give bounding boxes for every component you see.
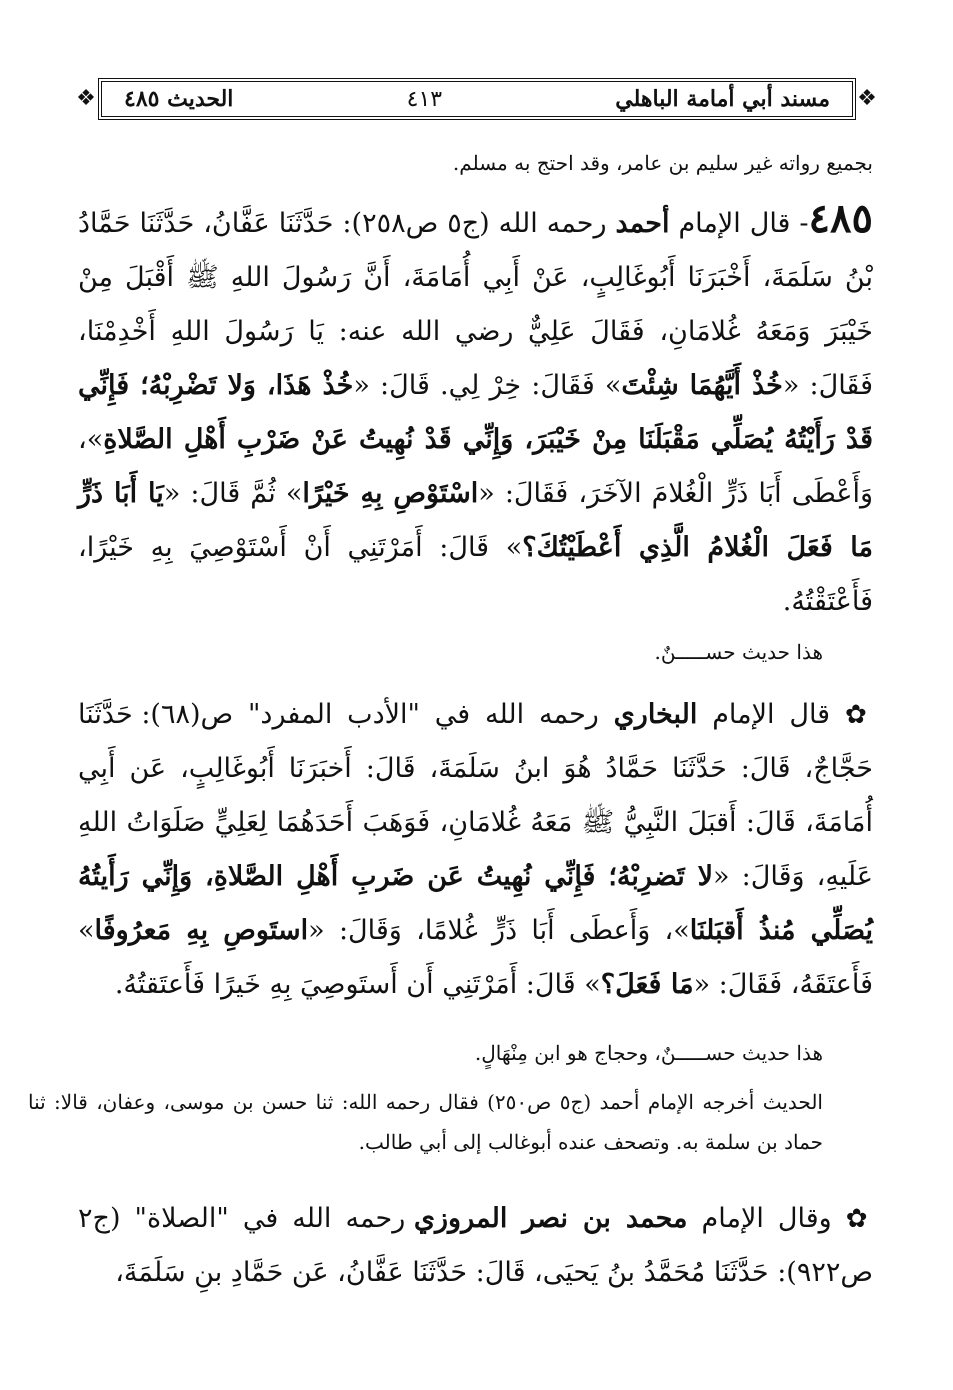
hadith-485-text-k: » قَالَ: أَمَرْتَنِي أَنْ أَسْتَوْصِيَ بِهِ خَيْرًا، فَأَعْتَقْتُهُ. <box>78 532 873 617</box>
hadith-485-text-e: » فَقَالَ: خِرْ لِي. قَالَ: « <box>353 370 622 401</box>
hadith-485-text-c: رحمه الله (ج٥ ص٢٥٨): حَدَّثَنَا عَفَّانُ، حَدَّثَنَا حَمَّادُ بْنُ سَلَمَةَ، أَخْبَرَنَا أَبُوغَالِبٍ، عَنْ أَبِي أُمَامَةَ، أَنَّ رَسُولَ اللهِ ﷺ أَقْبَلَ مِنْ خَيْبَرَ وَمَعَهُ غُلامَانِ، فَقَالَ عَلِيٌّ رضي الله عنه: يَا رَسُولَ اللهِ أَخْدِمْنَا، فَقَالَ: « <box>78 208 873 401</box>
prophet-quote-1: لا تَضرِبْهُ؛ فَإِنِّي نُهِيتُ عَن ضَربِ أَهْلِ الصَّلاةِ، وَإِنِّي رَأَيتُهُ يُصَلِّي مُنذُ أَقبَلنَا <box>78 861 873 946</box>
hadith-485-text-i: » ثُمَّ قَالَ: « <box>163 478 303 509</box>
marwazi-text-c: رحمه الله في "الصلاة" (ج٢ ص٩٢٢): حَدَّثَنَا مُحَمَّدُ بنُ يَحيَى، قَالَ: حَدَّثَنَا عَفَّانُ، عَن حَمَّادِ بنِ سَلَمَةَ، <box>78 1203 873 1288</box>
prophet-quote-1: خُذْ أَيَّهُمَا شِئْتَ <box>621 370 783 401</box>
hadith-485-paragraph <box>78 192 873 629</box>
bukhari-text-i: » قَالَ: أَمَرْتَنِي أَن أَستَوصِيَ بِهِ خَيرًا فَأَعتَقتُهُ. <box>114 969 601 1000</box>
marwazi-paragraph <box>78 1192 873 1300</box>
hadith-485-text-a: - قال الإمام <box>669 208 809 239</box>
ornament-right-icon: ❖ <box>857 86 877 111</box>
bukhari-text-e: »، وَأَعطَى أَبَا ذَرٍّ غُلامًا، وَقَالَ: « <box>308 915 690 946</box>
takhrij-note: الحديث أخرجه الإمام أحمد (ج٥ ص٢٥٠) فقال رحمه الله: ثنا حسن بن موسى، وعفان، قالا: ثنا حماد بن سلمة به. وتصحف عنده أبوغالب إلى أبي طالب. <box>28 1090 823 1154</box>
grading-note-1: هذا حديث حســـــنٌ. <box>654 640 823 664</box>
flower-bullet-icon: ✿ <box>845 1204 874 1234</box>
imam-name: أحمد <box>615 208 670 239</box>
prophet-quote-3: مَا فَعَلَ؟ <box>600 969 694 1000</box>
page-number: ٤١٣ <box>406 86 443 112</box>
grading-note-2: هذا حديث حســـــنٌ، وحجاج هو ابن مِنْهَالٍ. <box>474 1041 823 1065</box>
hadith-485-text-g: »، وَأَعْطَى أَبَا ذَرٍّ الْغُلامَ الآخَرَ، فَقَالَ: « <box>78 424 874 509</box>
ornament-left-icon: ❖ <box>76 86 96 111</box>
book-title: مسند أبي أمامة الباهلي <box>615 86 830 112</box>
bukhari-text-g: » فَأَعتَقَهُ، فَقَالَ: « <box>78 915 873 1000</box>
bukhari-text-c: رحمه الله في "الأدب المفرد" ص(٦٨): حَدَّثَنَا حَجَّاجٌ، قَالَ: حَدَّثَنَا حَمَّادُ هُوَ ابنُ سَلَمَةَ، قَالَ: أَخبَرَنَا أَبُوغَالِبٍ، عَن أَبِي أُمَامَةَ، قَالَ: أَقبَلَ النَّبِيُّ ﷺ مَعَهُ غُلامَانِ، فَوَهَبَ أَحَدَهُمَا لِعَلِيٍّ صَلَوَاتُ اللهِ عَلَيهِ، وَقَالَ: « <box>78 699 873 892</box>
marwazi-text-a: وقال الإمام <box>687 1203 846 1234</box>
prophet-quote-2: خُذْ هَذَا، وَلا تَضْرِبْهُ؛ فَإِنِّي قَدْ رَأَيْتُهُ يُصَلِّي مَقْبَلَنَا مِنْ خَيْبَرَ، وَإِنِّي قَدْ نُهِيتُ عَنْ ضَرْبِ أَهْلِ الصَّلاةِ <box>78 370 873 455</box>
prophet-quote-4: يَا أَبَا ذَرٍّ مَا فَعَلَ الْغُلامُ الَّذِي أَعْطَيْتُكَ؟ <box>78 478 873 563</box>
prophet-quote-3: اسْتَوْصِ بِهِ خَيْرًا <box>302 478 479 509</box>
imam-name: البخاري <box>613 699 698 730</box>
imam-name: محمد بن نصر المروزي <box>413 1203 688 1234</box>
hadith-label: الحديث ٤٨٥ <box>124 86 234 112</box>
flower-bullet-icon: ✿ <box>844 700 873 730</box>
bukhari-text-a: قال الإمام <box>697 699 845 730</box>
previous-hadith-tail: بجميع رواته غير سليم بن عامر، وقد احتج به مسلم. <box>452 151 873 175</box>
prophet-quote-2: استَوصِ بِهِ مَعرُوفًا <box>94 915 309 946</box>
bukhari-paragraph <box>78 688 873 1012</box>
running-header <box>98 78 856 120</box>
hadith-number: ٤٨٥ <box>808 195 873 242</box>
